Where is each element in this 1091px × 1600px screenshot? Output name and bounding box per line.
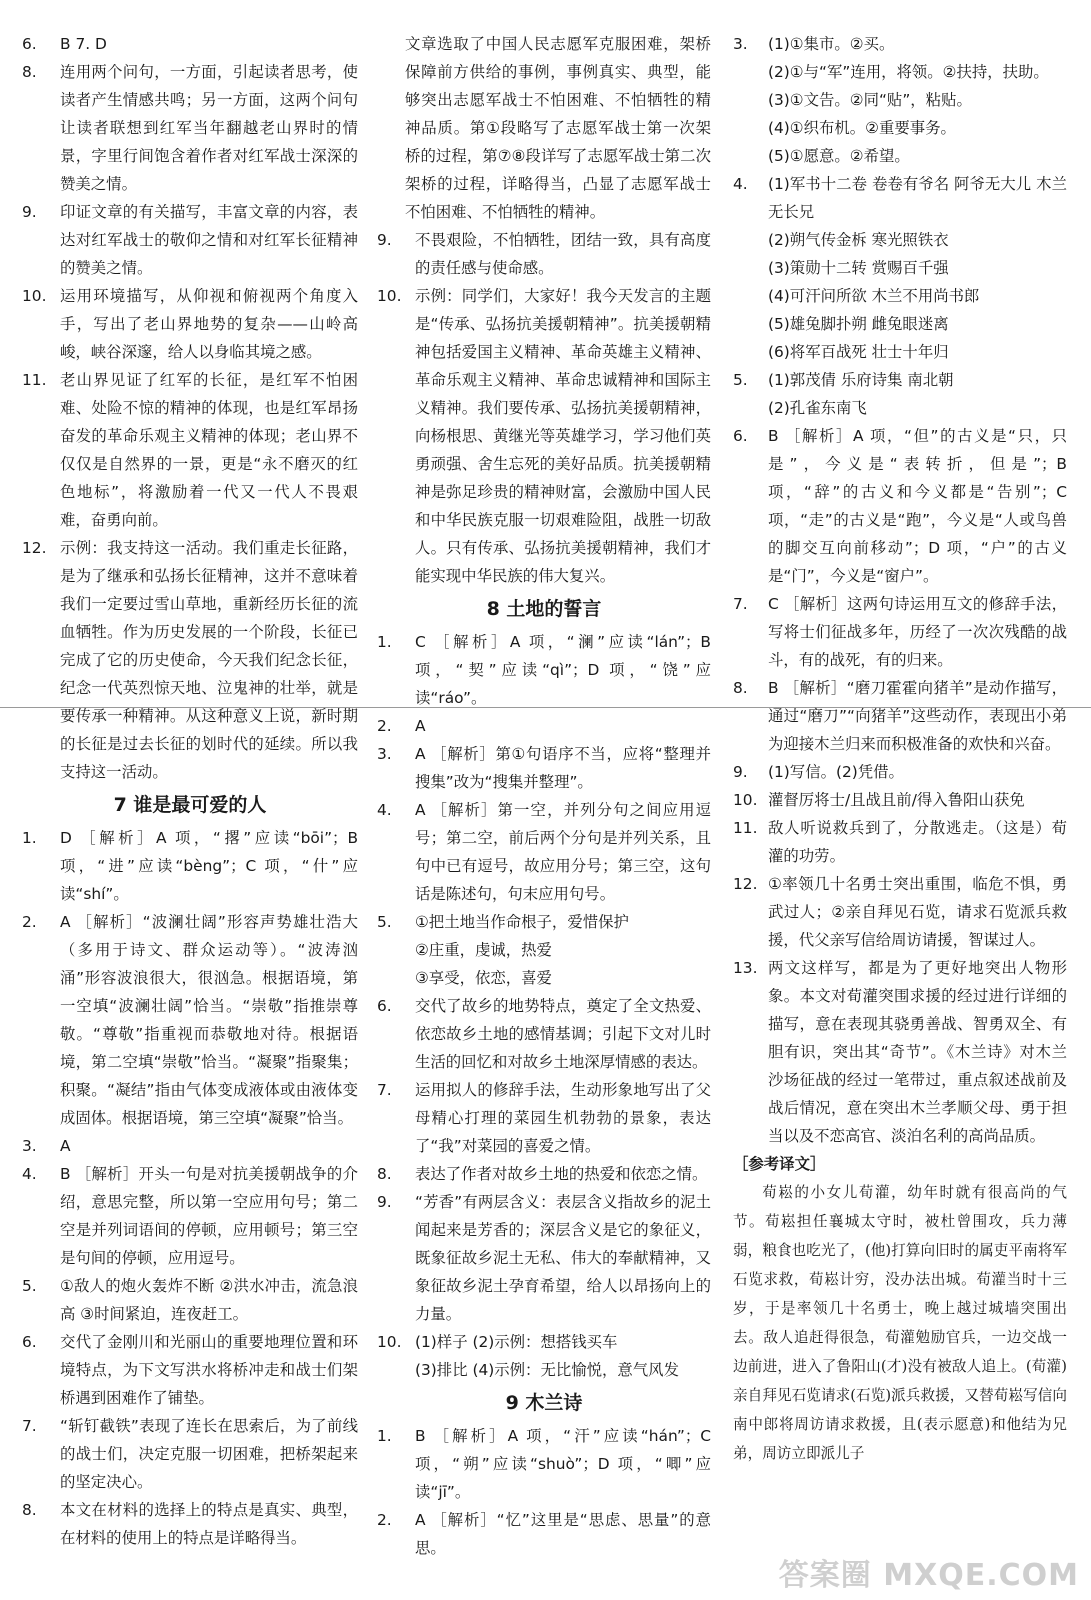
answer-number	[377, 964, 415, 992]
answer-number	[733, 310, 768, 338]
answer-number: 11.	[22, 371, 47, 389]
answer-item	[377, 1188, 711, 1328]
answer-item	[733, 394, 1067, 422]
answer-text: 表达了作者对故乡土地的热爱和依恋之情。	[415, 1165, 708, 1183]
answer-text: (2)朔气传金柝 寒光照铁衣	[768, 231, 949, 249]
answer-text: 连用两个问句，一方面，引起读者思考，使读者产生情感共鸣；另一方面，这两个问句让读者联想到红军当年翻越老山界时的情景，字里行间饱含着作者对红军战士深深的赞美之情。	[60, 63, 358, 193]
answer-text: A ［解析］第①句语序不当，应将“整理并搜集”改为“搜集并整理”。	[415, 745, 711, 791]
answer-text: 敌人听说救兵到了，分散逃走。（这是）荀灌的功劳。	[768, 819, 1067, 865]
answer-text: D ［解析］A 项，“撂”应读“bōi”；B 项，“进”应读“bèng”；C 项，“什”应读“shí”。	[60, 829, 358, 903]
answer-text: B 7. D	[60, 35, 107, 53]
answer-text: (4)可汗问所欲 木兰不用尚书郎	[768, 287, 980, 305]
answer-number: 7.	[733, 595, 748, 613]
answer-number	[377, 936, 415, 964]
column-3	[733, 30, 1067, 1468]
answer-text: 老山界见证了红军的长征，是红军不怕困难、处险不惊的精神的体现，也是红军昂扬奋发的革命乐观主义精神的体现；老山界不仅仅是自然界的一景，更是“永不磨灭的红色地标”，将激励着一代又一代人不畏艰难，奋勇向前。	[60, 371, 358, 529]
answer-text: C ［解析］A 项，“澜”应读“lán”；B 项，“契”应读“qì”；D 项，“饶”应读“ráo”。	[415, 633, 711, 707]
answer-number: 3.	[733, 35, 748, 53]
answer-number: 10.	[22, 287, 47, 305]
answer-number	[733, 394, 768, 422]
answer-text: ②庄重，虔诚，热爱	[415, 941, 552, 959]
answer-text: (1)军书十二卷 卷卷有爷名 阿爷无大儿 木兰无长兄	[768, 175, 1067, 221]
answer-item	[377, 908, 711, 936]
answer-text: ①把土地当作命根子，爱惜保护	[415, 913, 629, 931]
answer-number: 2.	[22, 913, 37, 931]
answer-item	[377, 226, 711, 282]
answer-item	[22, 1412, 358, 1496]
answer-item	[22, 366, 358, 534]
answer-item	[22, 1160, 358, 1272]
answer-item	[377, 796, 711, 908]
answer-text: (1)①集市。②买。	[768, 35, 895, 53]
answer-number: 7.	[22, 1417, 37, 1435]
answer-item	[733, 338, 1067, 366]
answer-number: 9.	[377, 1193, 392, 1211]
answer-text: 本文在材料的选择上的特点是真实、典型，在材料的使用上的特点是详略得当。	[60, 1501, 358, 1547]
answer-text: (3)排比 (4)示例：无比愉悦，意气风发	[415, 1361, 679, 1379]
answer-number: 8.	[733, 679, 748, 697]
answer-text: A ［解析］第一空，并列分句之间应用逗号；第二空，前后两个分句是并列关系，且句中已有逗号，故应用分号；第三空，这句话是陈述句，句末应用句号。	[415, 801, 711, 903]
answer-number: 10.	[377, 287, 402, 305]
reference-translation-heading: ［参考译文］	[733, 1155, 826, 1173]
answer-item	[733, 30, 1067, 58]
answer-text: (2)孔雀东南飞	[768, 399, 867, 417]
answer-text: A ［解析］“波澜壮阔”形容声势雄壮浩大（多用于诗文、群众运动等）。“波涛汹涌”形容波浪很大，很汹急。根据语境，第一空填“波澜壮阔”恰当。“崇敬”指推崇尊敬。“尊敬”指重视而恭敬地对待。根据语境，第二空填“崇敬”恰当。“凝聚”指聚集；积聚。“凝结”指由气体变成液体或由液体变成固体。根据语境，第三空填“凝聚”恰当。	[60, 913, 358, 1127]
answer-item	[22, 198, 358, 282]
answer-number	[377, 1356, 415, 1384]
answer-item	[733, 366, 1067, 394]
answer-text: (2)①与“军”连用，将领。②扶持，扶助。	[768, 63, 1049, 81]
answer-item	[377, 1160, 711, 1188]
answer-text: 运用拟人的修辞手法，生动形象地写出了父母精心打理的菜园生机勃勃的景象，表达了“我”对菜园的喜爱之情。	[415, 1081, 711, 1155]
section-heading-8: 8 土地的誓言	[486, 598, 602, 620]
answer-item	[733, 870, 1067, 954]
answer-item	[22, 1132, 358, 1160]
answer-number: 1.	[377, 633, 392, 651]
answer-item	[733, 114, 1067, 142]
answer-item	[377, 1506, 711, 1562]
answer-number	[733, 142, 768, 170]
answer-text: ①率领几十名勇士突出重围，临危不惧，勇武过人；②亲自拜见石览，请求石览派兵救援，代父亲写信给周访请援，智谋过人。	[768, 875, 1067, 949]
answer-item	[733, 786, 1067, 814]
answer-number: 3.	[22, 1137, 37, 1155]
answer-number: 10.	[733, 791, 758, 809]
answer-item	[377, 712, 711, 740]
answer-text: B ［解析］开头一句是对抗美援朝战争的介绍，意思完整，所以第一空应用句号；第二空是并列词语间的停顿，应用顿号；第三空是句间的停顿，应用逗号。	[60, 1165, 358, 1267]
answer-number: 8.	[22, 63, 37, 81]
answer-item	[377, 1076, 711, 1160]
section-heading-9: 9 木兰诗	[505, 1392, 583, 1414]
answer-item	[22, 824, 358, 908]
answer-item	[377, 1328, 711, 1356]
answer-number	[733, 114, 768, 142]
answer-text: 印证文章的有关描写，丰富文章的内容，表达对红军战士的敬仰之情和对红军长征精神的赞美之情。	[60, 203, 358, 277]
answer-item	[22, 282, 358, 366]
answer-item	[733, 814, 1067, 870]
answer-text: B ［解析］A 项，“汗”应读“hán”；C 项，“朔”应读“shuò”；D 项，“唧”应读“jī”。	[415, 1427, 711, 1501]
answer-item	[22, 1328, 358, 1412]
answer-item	[377, 964, 711, 992]
answer-item	[733, 422, 1067, 590]
answer-number: 12.	[22, 539, 47, 557]
answer-number: 9.	[733, 763, 748, 781]
answer-number: 9.	[22, 203, 37, 221]
answer-item	[22, 1272, 358, 1328]
answer-item	[733, 758, 1067, 786]
answer-text: 示例：我支持这一活动。我们重走长征路，是为了继承和弘扬长征精神，这并不意味着我们一定要过雪山草地，重新经历长征的流血牺牲。作为历史发展的一个阶段，长征已完成了它的历史使命，今天我们纪念长征，纪念一代英烈惊天地、泣鬼神的壮举，就是要传承一种精神。从这种意义上说，新时期的长征是过去长征的划时代的延续。所以我支持这一活动。	[60, 539, 358, 781]
answer-number	[733, 86, 768, 114]
answer-item	[733, 170, 1067, 226]
answer-item	[377, 628, 711, 712]
answer-number: 5.	[733, 371, 748, 389]
answer-text: 交代了金刚川和光丽山的重要地理位置和环境特点，为下文写洪水将桥冲走和战士们架桥遇到困难作了铺垫。	[60, 1333, 358, 1407]
answer-item	[733, 254, 1067, 282]
answer-text: A	[60, 1137, 71, 1155]
column-2	[377, 30, 711, 1562]
answer-text: (3)①文告。②同“贴”，粘贴。	[768, 91, 972, 109]
answer-item	[733, 86, 1067, 114]
answer-text: 两文这样写，都是为了更好地突出人物形象。本文对荀灌突围求援的经过进行详细的描写，意在表现其骁勇善战、智勇双全、有胆有识，突出其“奇节”。《木兰诗》对木兰沙场征战的经过一笔带过，重点叙述战前及战后情况，意在突出木兰孝顺父母、勇于担当以及不恋高官、淡泊名利的高尚品质。	[768, 959, 1067, 1145]
answer-text: ①敌人的炮火轰炸不断 ②洪水冲击，流急浪高 ③时间紧迫，连夜赶工。	[60, 1277, 358, 1323]
answer-text: “芳香”有两层含义：表层含义指故乡的泥土闻起来是芳香的；深层含义是它的象征义，既象征故乡泥土无私、伟大的奉献精神，又象征故乡泥土孕育希望，给人以昂扬向上的力量。	[415, 1193, 711, 1323]
answer-number: 8.	[377, 1165, 392, 1183]
answer-text: ③享受，依恋，喜爱	[415, 969, 552, 987]
column-1	[22, 30, 358, 1552]
answer-text: 不畏艰险，不怕牺牲，团结一致，具有高度的责任感与使命感。	[415, 231, 711, 277]
answer-number: 9.	[377, 231, 392, 249]
answer-item	[377, 740, 711, 796]
answer-item	[733, 590, 1067, 674]
answer-number: 13.	[733, 959, 758, 977]
answer-item	[733, 310, 1067, 338]
answer-number: 4.	[377, 801, 392, 819]
answer-number: 4.	[22, 1165, 37, 1183]
answer-number	[733, 254, 768, 282]
answer-number: 2.	[377, 1511, 392, 1529]
answer-item	[733, 674, 1067, 758]
answer-item	[22, 1496, 358, 1552]
answer-number: 3.	[377, 745, 392, 763]
answer-text: (5)①愿意。②希望。	[768, 147, 910, 165]
answer-item	[733, 954, 1067, 1150]
answer-text: (5)雄兔脚扑朔 雌兔眼迷离	[768, 315, 949, 333]
answer-number	[733, 58, 768, 86]
answer-number: 5.	[377, 913, 392, 931]
answer-number: 4.	[733, 175, 748, 193]
answer-text: (4)①织布机。②重要事务。	[768, 119, 956, 137]
answer-number: 6.	[733, 427, 748, 445]
answer-item	[22, 30, 358, 58]
answer-text: (1)写信。(2)凭借。	[768, 763, 904, 781]
answer-number	[733, 282, 768, 310]
answer-item	[22, 534, 358, 786]
answer-text: B ［解析］“磨刀霍霍向猪羊”是动作描写，通过“磨刀”“向猪羊”这些动作，表现出小弟为迎接木兰归来而积极准备的欢快和兴奋。	[768, 679, 1067, 753]
answer-number: 6.	[22, 35, 37, 53]
answer-text: B ［解析］A 项，“但”的古义是“只，只是”，今义是“表转折，但是”；B 项，“辞”的古义和今义都是“告别”；C 项，“走”的古义是“跑”，今义是“人或鸟兽的脚交互向前移动”；D 项，“户”的古义是“门”，今义是“窗户”。	[768, 427, 1067, 585]
answer-text: (1)郭茂倩 乐府诗集 南北朝	[768, 371, 954, 389]
watermark: 答案圈 MXQE.COM	[778, 1558, 1079, 1593]
answer-number: 7.	[377, 1081, 392, 1099]
answer-text: 示例：同学们，大家好！我今天发言的主题是“传承、弘扬抗美援朝精神”。抗美援朝精神包括爱国主义精神、革命英雄主义精神、革命乐观主义精神、革命忠诚精神和国际主义精神。我们要传承、弘扬抗美援朝精神，向杨根思、黄继光等英雄学习，学习他们英勇顽强、舍生忘死的美好品质。抗美援朝精神是弥足珍贵的精神财富，会激励中国人民和中华民族克服一切艰难险阻，战胜一切敌人。只有传承、弘扬抗美援朝精神，我们才能实现中华民族的伟大复兴。	[415, 287, 711, 585]
answer-number	[733, 338, 768, 366]
answer-item	[377, 1356, 711, 1384]
answer-item	[733, 142, 1067, 170]
answer-number: 11.	[733, 819, 758, 837]
answer-item	[733, 226, 1067, 254]
answer-item	[377, 282, 711, 590]
answer-text: “斩钉截铁”表现了连长在思索后，为了前线的战士们，决定克服一切困难，把桥架起来的坚定决心。	[60, 1417, 358, 1491]
answer-text: 运用环境描写，从仰视和俯视两个角度入手，写出了老山界地势的复杂——山岭高峻，峡谷深邃，给人以身临其境之感。	[60, 287, 358, 361]
answer-text: A	[415, 717, 426, 735]
answer-number	[733, 226, 768, 254]
answer-item	[377, 992, 711, 1076]
answer-text: (6)将军百战死 壮士十年归	[768, 343, 949, 361]
answer-item	[22, 908, 358, 1132]
answer-item	[22, 58, 358, 198]
answer-item	[733, 282, 1067, 310]
answer-number: 5.	[22, 1277, 37, 1295]
section-heading-7: 7 谁是最可爱的人	[113, 794, 267, 816]
answer-number: 8.	[22, 1501, 37, 1519]
answer-text: 交代了故乡的地势特点，奠定了全文热爱、依恋故乡土地的感情基调；引起下文对儿时生活的回忆和对故乡土地深厚情感的表达。	[415, 997, 711, 1071]
answer-number: 6.	[377, 997, 392, 1015]
answer-text: C ［解析］这两句诗运用互文的修辞手法，写将士们征战多年，历经了一次次残酷的战斗，有的战死，有的归来。	[768, 595, 1067, 669]
answer-text: A ［解析］“忆”这里是“思虑、思量”的意思。	[415, 1511, 711, 1557]
reference-translation-text: 荀崧的小女儿荀灌，幼年时就有很高尚的气节。荀崧担任襄城太守时，被杜曾围攻，兵力薄弱，粮食也吃光了，(他)打算向旧时的属吏平南将军石览求救，荀崧计穷，没办法出城。荀灌当时十三岁，于是率领几十名勇士，晚上越过城墙突围出去。敌人追赶得很急，荀灌勉励官兵，一边交战一边前进，进入了鲁阳山(才)没有被敌人追上。(荀灌)亲自拜见石览请求(石览)派兵救援，又替荀崧写信向南中郎将周访请求救援，且(表示愿意)和他结为兄弟，周访立即派儿子	[733, 1184, 1067, 1462]
answer-item	[377, 1422, 711, 1506]
answer-item	[377, 936, 711, 964]
answer-number: 2.	[377, 717, 392, 735]
answer-item	[733, 58, 1067, 86]
answer-text: 灌督厉将士/且战且前/得入鲁阳山获免	[768, 791, 1025, 809]
answer-number: 12.	[733, 875, 758, 893]
answer-number: 1.	[22, 829, 37, 847]
answer-text: (1)样子 (2)示例：想搭钱买车	[415, 1333, 618, 1351]
answer-text: (3)策勋十二转 赏赐百千强	[768, 259, 949, 277]
answer-number: 6.	[22, 1333, 37, 1351]
continued-answer: 文章选取了中国人民志愿军克服困难，架桥保障前方供给的事例，事例真实、典型，能够突出志愿军战士不怕困难、不怕牺牲的精神品质。第①段略写了志愿军战士第一次架桥的过程，第⑦⑧段详写了志愿军战士第二次架桥的过程，详略得当，凸显了志愿军战士不怕困难、不怕牺牲的精神。	[405, 35, 711, 221]
answer-number: 1.	[377, 1427, 392, 1445]
answer-number: 10.	[377, 1333, 402, 1351]
